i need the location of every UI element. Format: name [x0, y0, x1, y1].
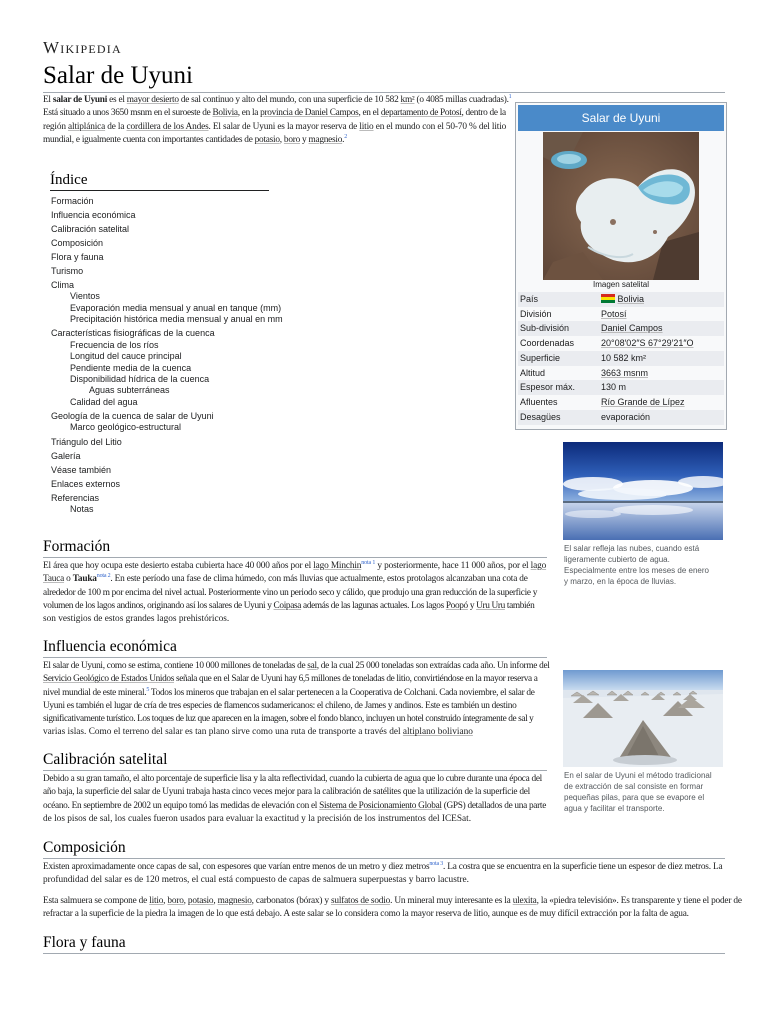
link-tauca[interactable]: Tauca: [43, 574, 65, 585]
infobox-row: País Bolivia: [518, 292, 724, 307]
toc-item[interactable]: Enlaces externos: [51, 479, 121, 489]
table-of-contents: [0, 196, 300, 526]
infobox-title: Salar de Uyuni: [518, 105, 724, 131]
toc-item[interactable]: Galería: [51, 451, 81, 461]
link-poopo[interactable]: Poopó: [445, 600, 468, 611]
toc-item[interactable]: Véase también: [51, 465, 112, 475]
paragraph-composicion-2: Esta salmuera se compone de litio, boro, potasio, magnesio, carbonatos (bórax) y sulfatos de sodio. Un mineral muy interesante es la ulexita, la «piedra televisión». Es transparente y tiene el poder de refractar a la superficie de la piedra la imagen de lo que está debajo. A este salar se lo considera como la mayor reserva de litio, aunque es de muy difícil extracción por la falta de agua.: [43, 896, 742, 920]
paragraph-calibracion: Debido a su gran tamaño, el alto porcentaje de superficie lisa y la alta reflectividad, cuando la cubierta de agua que lo cubre durante una época del año baja, la superficie del salar de Uyuni trabaja hasta cinco veces mejor para la calibración de satélites que la utilización de la superficie del océano. En septiembre de 2002 un equipo tomó las medidas de elevación con el Sistema de Posicionamiento Global (GPS) detallados de una parte de los pisos de sal, los cuales fueron usados para evaluar la exactitud y la precisión de los instrumentos del ICESat.: [43, 774, 547, 824]
toc-subitem[interactable]: Frecuencia de los ríos: [70, 340, 159, 350]
link-potasio[interactable]: potasio: [254, 134, 280, 145]
toc-subitem[interactable]: Calidad del agua: [70, 397, 138, 407]
toc-item[interactable]: Características fisiográficas de la cuenca: [51, 328, 215, 338]
link-cordillera[interactable]: cordillera de los Andes: [126, 121, 209, 132]
link-potasio-2[interactable]: potasio: [187, 896, 214, 906]
page-title: Salar de Uyuni: [43, 62, 193, 89]
toc-item[interactable]: Flora y fauna: [51, 252, 104, 262]
toc-item[interactable]: Referencias: [51, 493, 100, 503]
ref-5[interactable]: 5: [146, 686, 150, 693]
heading-composicion: Composición: [43, 839, 126, 856]
infobox-link-potosi[interactable]: Potosí: [601, 309, 627, 319]
paragraph-influencia: El salar de Uyuni, como se estima, contiene 10 000 millones de toneladas de sal, de la cual 25 000 toneladas son extraídas cada año. Un informe del Servicio Geológico de Estados Unidos señala que en el Salar de Uyuni hay 6,5 millones de toneladas de litio, convirtiéndose en la mayor reserva a nivel mundial de este mineral.$^5$ Todos los mineros que trabajan en el salar pertenecen a la Cooperativa de Colchani. Cada noviembre, el salar de Uyuni es también el lugar de cría de tres especies de flamencos sudamericanos: el chileno, de James y andinos. Este es también un destino significativamente turístico. Los toques de luz que aparecen en la imagen, sobre el fondo blanco, incluyen un hotel construido íntegramente de sal y varias islas. Como el terreno del salar es tan plano sirve como una ruta de transporte a través del altiplano boliviano: [43, 661, 550, 738]
link-uru-uru[interactable]: Uru Uru: [476, 600, 505, 611]
link-litio-2[interactable]: litio: [149, 896, 164, 906]
link-coipasa[interactable]: Coipasa: [273, 600, 302, 611]
ref-1[interactable]: 1: [508, 93, 512, 100]
heading-divider: [43, 557, 547, 558]
link-mayor-desierto[interactable]: mayor desierto: [126, 95, 179, 105]
heading-calibracion: Calibración satelital: [43, 751, 168, 768]
link-altiplano[interactable]: altiplano boliviano: [402, 727, 473, 738]
toc-subitem[interactable]: Vientos: [70, 291, 100, 301]
link-sal[interactable]: sal: [307, 661, 317, 671]
heading-divider: [43, 657, 547, 658]
toc-subitem[interactable]: Pendiente media de la cuenca: [70, 363, 192, 373]
paragraph-composicion-1: Existen aproximadamente once capas de sal, con espesores que varían entre menos de un metro y diez metros$^{nota 3}$. La costra que se encuentra en la superficie tiene un espesor de diez metros. La profundidad del salar es de 120 metros, el cual está compuesto de capas de salmuera superpuestas y barro lacustre.: [43, 860, 723, 886]
infobox-link-coordinates[interactable]: 20°08′02″S 67°29′21″O: [601, 338, 694, 348]
toc-item[interactable]: Triángulo del Litio: [51, 437, 122, 447]
link-provincia[interactable]: provincia de Daniel Campos: [260, 108, 359, 119]
ref-2[interactable]: 2: [344, 133, 347, 140]
note-3[interactable]: nota 3: [429, 860, 444, 867]
toc-subitem[interactable]: Longitud del cauce principal: [70, 351, 182, 361]
link-ulexita[interactable]: ulexita: [512, 896, 537, 906]
infobox-image-caption: Imagen satelital: [592, 280, 650, 289]
link-sulfatos[interactable]: sulfatos de sodio: [330, 896, 391, 906]
bold-tauka: Tauka: [72, 574, 97, 585]
link-boro-2[interactable]: boro: [167, 896, 184, 906]
bolivia-flag-icon: [601, 294, 615, 303]
infobox: [515, 102, 727, 430]
infobox-link-rio[interactable]: Río Grande de Lípez: [601, 397, 685, 407]
toc-divider: [50, 190, 269, 191]
infobox-row: Altitud 3663 msnm: [518, 366, 724, 381]
infobox-link-daniel-campos[interactable]: Daniel Campos: [601, 323, 663, 333]
paragraph-formacion: El área que hoy ocupa este desierto estaba cubierta hace 40 000 años por el lago Minchin$^{nota 1}$ y posteriormente, hace 11 000 años, por el lago Tauca o Tauka$^{nota 2}$. En este período una fase de clima húmedo, con más lluvias que actualmente, estos protolagos alcanzaban una cota de alrededor de 100 m por encima del nivel actual. Posteriormente vino un periodo seco y cálido, que produjo una gran reducción de la superficie y volumen de los lagos andinos, originando así los salares de Uyuni y Coipasa además de las lagunas actuales. Los lagos Poopó y Uru Uru también son vestigios de estos grandes lagos prehistóricos.: [43, 559, 547, 625]
toc-subitem[interactable]: Evaporación media mensual y anual en tanque (mm): [70, 303, 282, 313]
note-2[interactable]: nota 2: [96, 573, 111, 580]
salt-piles-photo[interactable]: [563, 670, 723, 767]
heading-divider: [43, 770, 547, 771]
toc-item[interactable]: Geología de la cuenca de salar de Uyuni: [51, 411, 214, 421]
toc-item[interactable]: Influencia económica: [51, 210, 136, 220]
toc-subsubitem[interactable]: Aguas subterráneas: [89, 385, 170, 395]
toc-subitem[interactable]: Notas: [70, 504, 94, 514]
link-gps[interactable]: Sistema de Posicionamiento Global: [319, 800, 442, 811]
link-magnesio[interactable]: magnesio: [308, 134, 343, 145]
infobox-row: Superficie 10 582 km²: [518, 351, 724, 366]
intro-paragraph: El salar de Uyuni es el mayor desierto de sal continuo y alto del mundo, con una superficie de 10 582 km² (o 4085 millas cuadradas).$^1$ Está situado a unos 3650 msnm en el suroeste de Bolivia, en la provincia de Daniel Campos, en el departamento de Potosí, dentro de la región altiplánica de la cordillera de los Andes. El salar de Uyuni es la mayor reserva de litio en el mundo con el 50-70 % del litio mundial, e igualmente cuenta con importantes cantidades de potasio, boro y magnesio.$^2$: [43, 93, 512, 145]
infobox-row: Espesor máx. 130 m: [518, 380, 724, 395]
heading-influencia: Influencia económica: [43, 638, 177, 655]
link-altiplanica[interactable]: altiplánica: [68, 121, 106, 132]
toc-item[interactable]: Clima: [51, 280, 75, 290]
heading-divider: [43, 953, 725, 954]
toc-subitem[interactable]: Disponibilidad hídrica de la cuenca: [70, 374, 210, 384]
toc-item[interactable]: Turismo: [51, 266, 84, 276]
link-km2[interactable]: km²: [400, 95, 415, 105]
toc-item[interactable]: Formación: [51, 196, 94, 206]
toc-item[interactable]: Composición: [51, 238, 104, 248]
wikipedia-logo[interactable]: Wikipedia: [43, 38, 122, 57]
intro-bold-term: salar de Uyuni: [52, 95, 108, 105]
note-1[interactable]: nota 1: [361, 559, 376, 566]
heading-divider: [43, 858, 725, 859]
satellite-image[interactable]: [543, 132, 699, 280]
infobox-link-bolivia[interactable]: Bolivia: [617, 294, 645, 304]
infobox-link-altitude[interactable]: 3663 msnm: [601, 368, 649, 378]
title-divider: [43, 92, 725, 93]
infobox-row: Sub-división Daniel Campos: [518, 321, 724, 336]
link-bolivia[interactable]: Bolivia: [212, 108, 238, 119]
heading-formacion: Formación: [43, 538, 111, 555]
link-boro[interactable]: boro: [283, 134, 300, 145]
infobox-row: División Potosí: [518, 307, 724, 322]
link-litio[interactable]: litio: [359, 121, 374, 132]
infobox-row: Desagües evaporación: [518, 410, 724, 425]
link-departamento[interactable]: departamento de Potosí: [380, 108, 462, 119]
toc-subitem[interactable]: Marco geológico-estructural: [70, 422, 182, 432]
photo1-caption: El salar refleja las nubes, cuando está ligeramente cubierto de agua. Especialmente entre los meses de enero y marzo, en la época de lluvias.: [564, 544, 709, 586]
heading-flora: Flora y fauna: [43, 934, 126, 951]
link-magnesio-2[interactable]: magnesio: [217, 896, 252, 906]
link-lago[interactable]: lago: [530, 561, 547, 571]
toc-title: Índice: [50, 172, 88, 188]
link-usgs[interactable]: Servicio Geológico de Estados Unidos: [43, 674, 174, 685]
toc-item[interactable]: Calibración satelital: [51, 224, 130, 234]
photo2-caption: En el salar de Uyuni el método tradicional de extracción de sal consiste en formar pequeñas pilas, para que se evapore el agua y facilitar el transporte.: [564, 771, 712, 813]
salt-flat-reflection-photo[interactable]: [563, 442, 723, 540]
toc-subitem[interactable]: Precipitación histórica media mensual y anual en mm: [70, 314, 283, 324]
infobox-row: Coordenadas 20°08′02″S 67°29′21″O: [518, 336, 724, 351]
link-lago-minchin[interactable]: lago Minchin: [313, 561, 362, 571]
infobox-row: Afluentes Río Grande de Lípez: [518, 395, 724, 410]
